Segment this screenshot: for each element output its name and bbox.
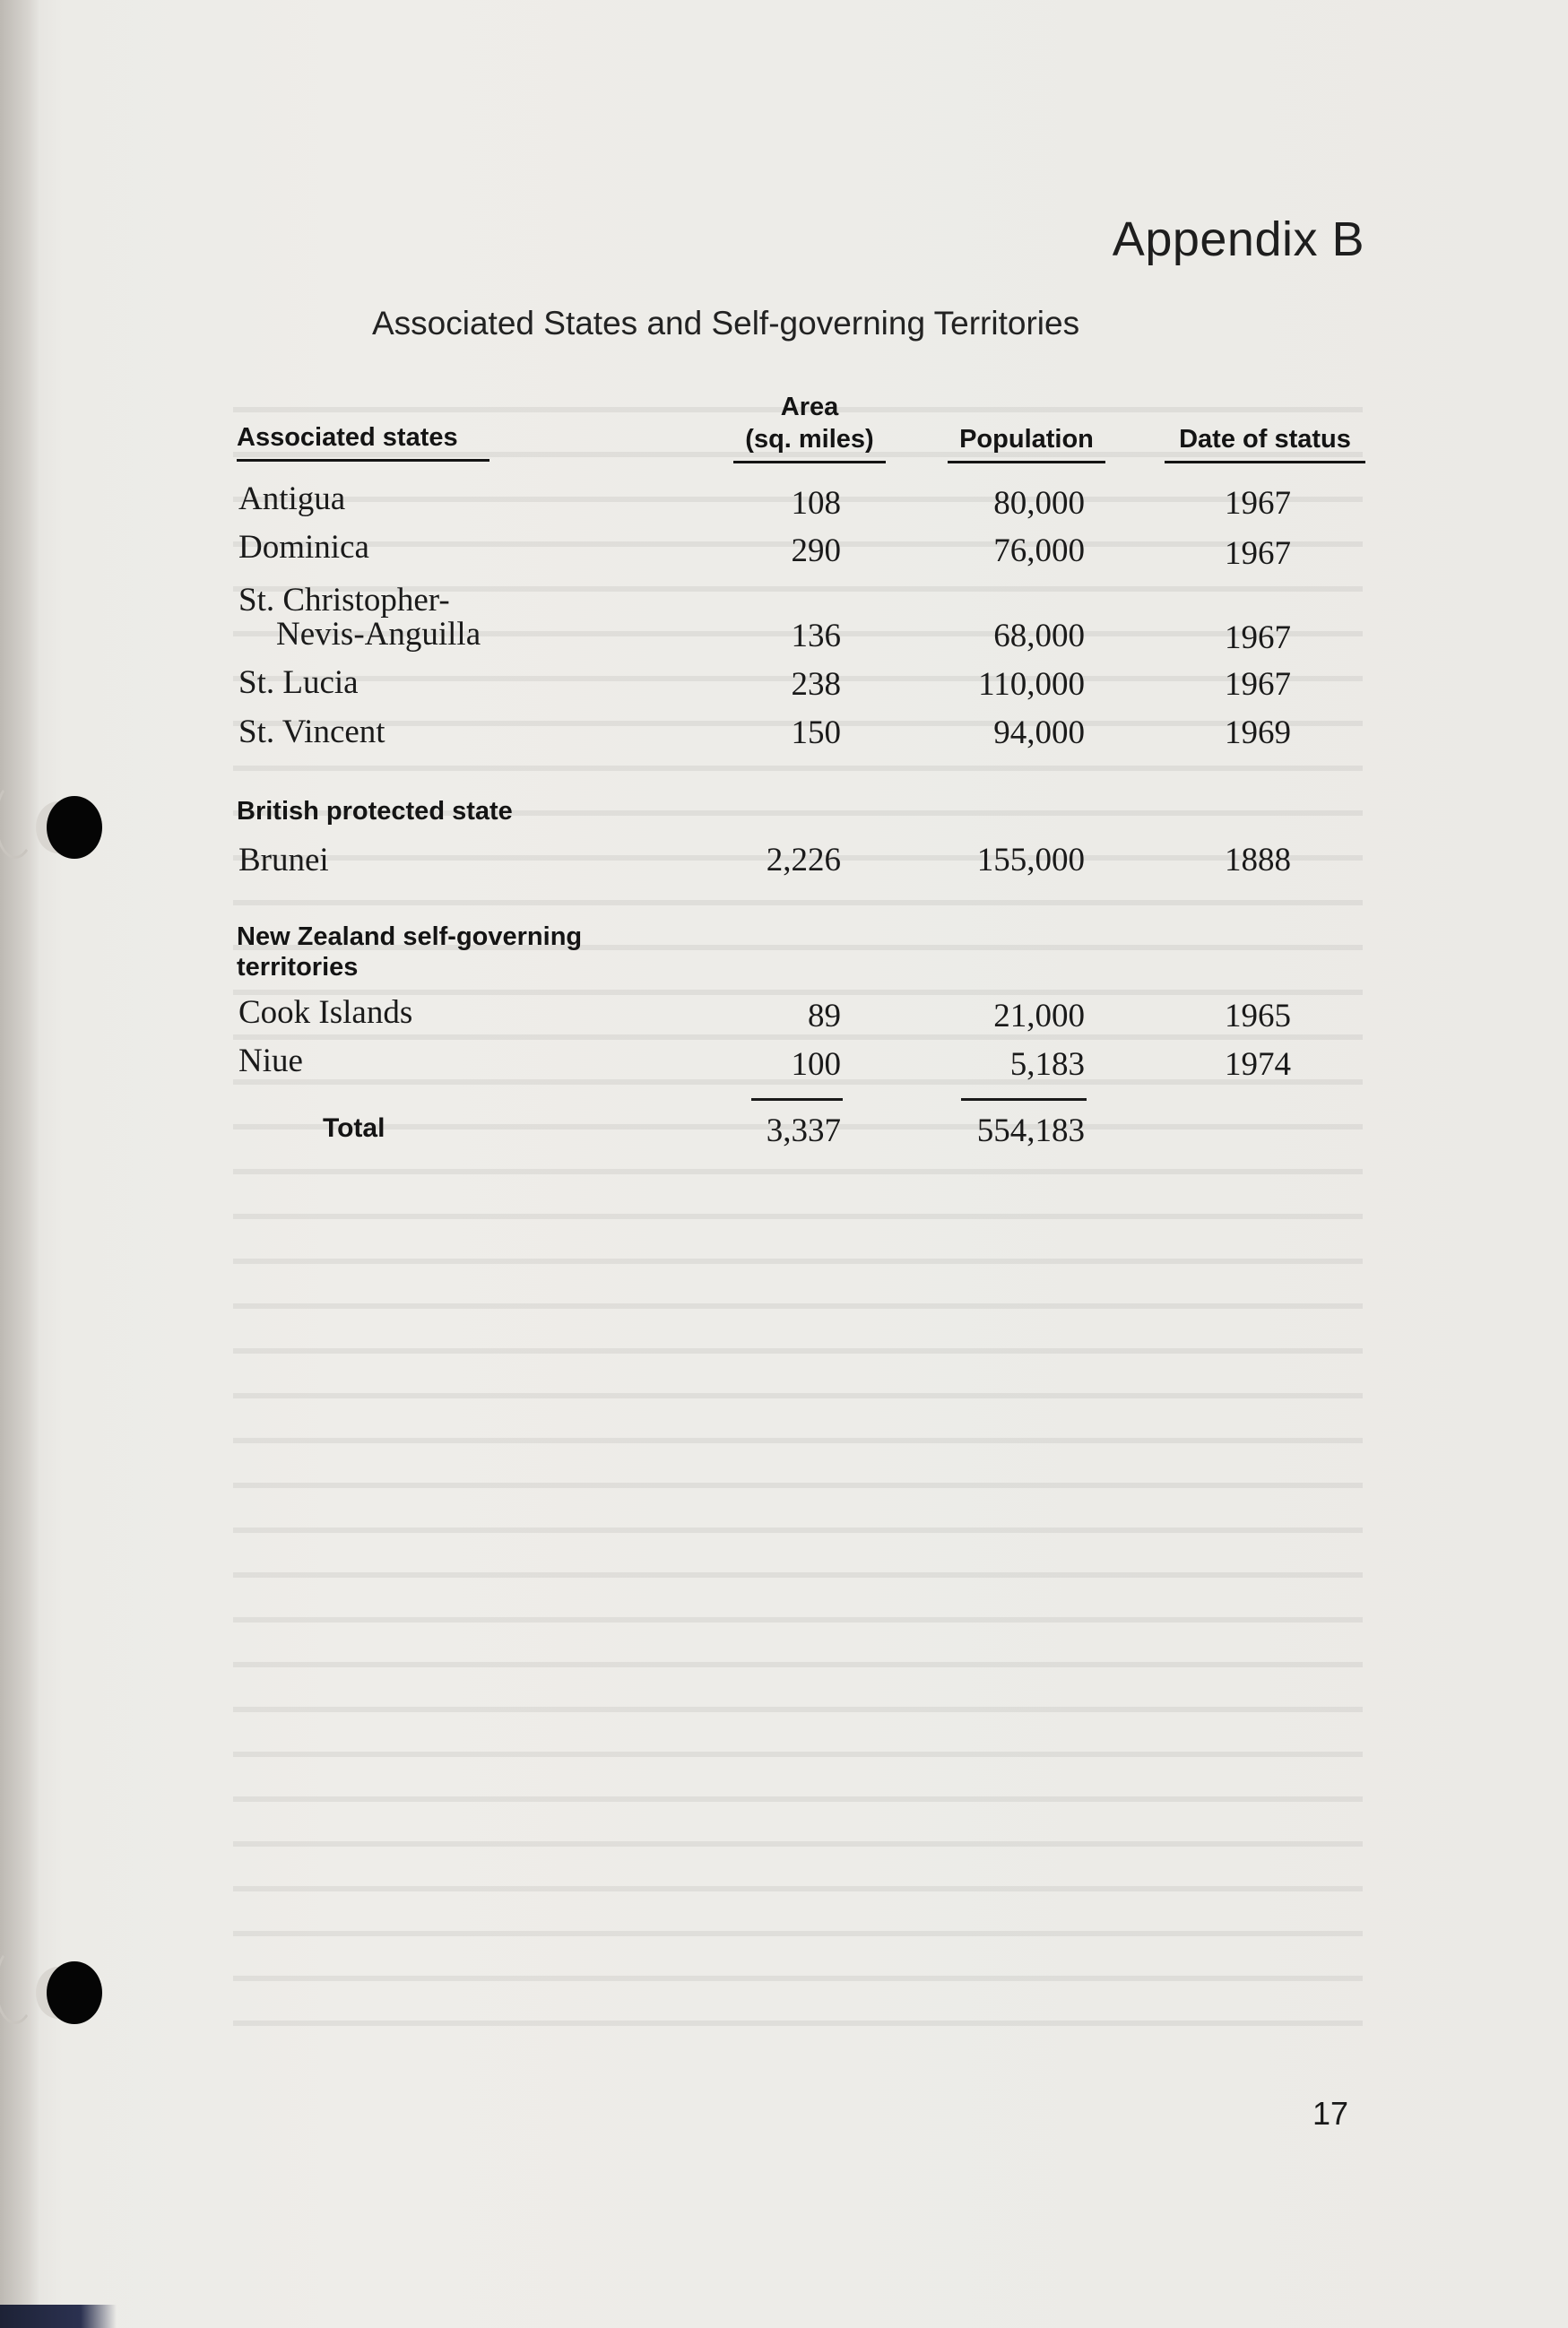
- row-date: 1974: [1225, 1046, 1291, 1083]
- row-name-line1: St. Christopher-: [238, 582, 450, 619]
- row-population: 21,000: [993, 998, 1085, 1034]
- row-date: 1967: [1225, 535, 1291, 572]
- sum-rule-population: [961, 1098, 1087, 1101]
- row-area: 2,226: [766, 842, 841, 878]
- row-area: 89: [808, 998, 841, 1034]
- row-population: 5,183: [1009, 1046, 1085, 1083]
- page-subtitle: Associated States and Self-governing Territories: [372, 305, 1080, 342]
- row-area: 136: [791, 618, 841, 654]
- appendix-title: Appendix B: [1112, 212, 1364, 266]
- header-rule: [1165, 461, 1365, 463]
- row-population: 155,000: [976, 842, 1085, 878]
- total-label: Total: [323, 1113, 386, 1143]
- section-heading-nz-territories: [237, 922, 582, 982]
- row-area: 150: [791, 714, 841, 751]
- section-heading-line1: New Zealand self-governing: [237, 922, 583, 951]
- section-heading-british-protected-state: British protected state: [237, 797, 513, 826]
- row-date: 1969: [1225, 714, 1291, 751]
- row-name: Niue: [238, 1043, 303, 1079]
- header-area-unit: (sq. miles): [745, 425, 874, 454]
- header-area: [733, 391, 886, 463]
- total-population: 554,183: [976, 1112, 1085, 1149]
- row-name: St. Lucia: [238, 664, 359, 701]
- header-population: [948, 423, 1105, 463]
- binder-hole-lower: [47, 1961, 102, 2024]
- row-name: Dominica: [238, 529, 369, 566]
- header-rule: [733, 461, 886, 463]
- row-population: 68,000: [993, 618, 1085, 654]
- row-name: St. Vincent: [238, 714, 386, 750]
- row-area: 108: [791, 485, 841, 522]
- row-date: 1967: [1225, 485, 1291, 522]
- row-name: Antigua: [238, 480, 346, 517]
- header-rule: [948, 461, 1105, 463]
- row-population: 94,000: [993, 714, 1085, 751]
- row-population: 110,000: [978, 666, 1085, 703]
- row-area: 290: [791, 532, 841, 569]
- header-area-label: Area: [780, 393, 839, 421]
- header-rule: [237, 459, 489, 462]
- row-population: 80,000: [993, 485, 1085, 522]
- row-date: 1965: [1225, 998, 1291, 1034]
- row-area: 100: [791, 1046, 841, 1083]
- row-name: Cook Islands: [238, 994, 413, 1031]
- binder-hole-upper: [47, 796, 102, 859]
- row-date: 1967: [1225, 619, 1291, 656]
- background-edge: [0, 2305, 117, 2328]
- header-population-label: Population: [959, 425, 1094, 454]
- row-date: 1967: [1225, 666, 1291, 703]
- header-associated-states-label: Associated states: [237, 423, 458, 452]
- page-number: 17: [1312, 2095, 1349, 2132]
- row-name: Nevis-Anguilla: [276, 616, 481, 653]
- header-date-of-status: [1165, 423, 1365, 463]
- header-associated-states: [237, 421, 489, 462]
- section-heading-line2: territories: [237, 953, 359, 982]
- row-date: 1888: [1225, 842, 1291, 878]
- sum-rule-area: [751, 1098, 843, 1101]
- header-date-label: Date of status: [1179, 425, 1351, 454]
- row-area: 238: [791, 666, 841, 703]
- total-area: 3,337: [766, 1112, 841, 1149]
- row-name: Brunei: [238, 842, 329, 878]
- row-population: 76,000: [993, 532, 1085, 569]
